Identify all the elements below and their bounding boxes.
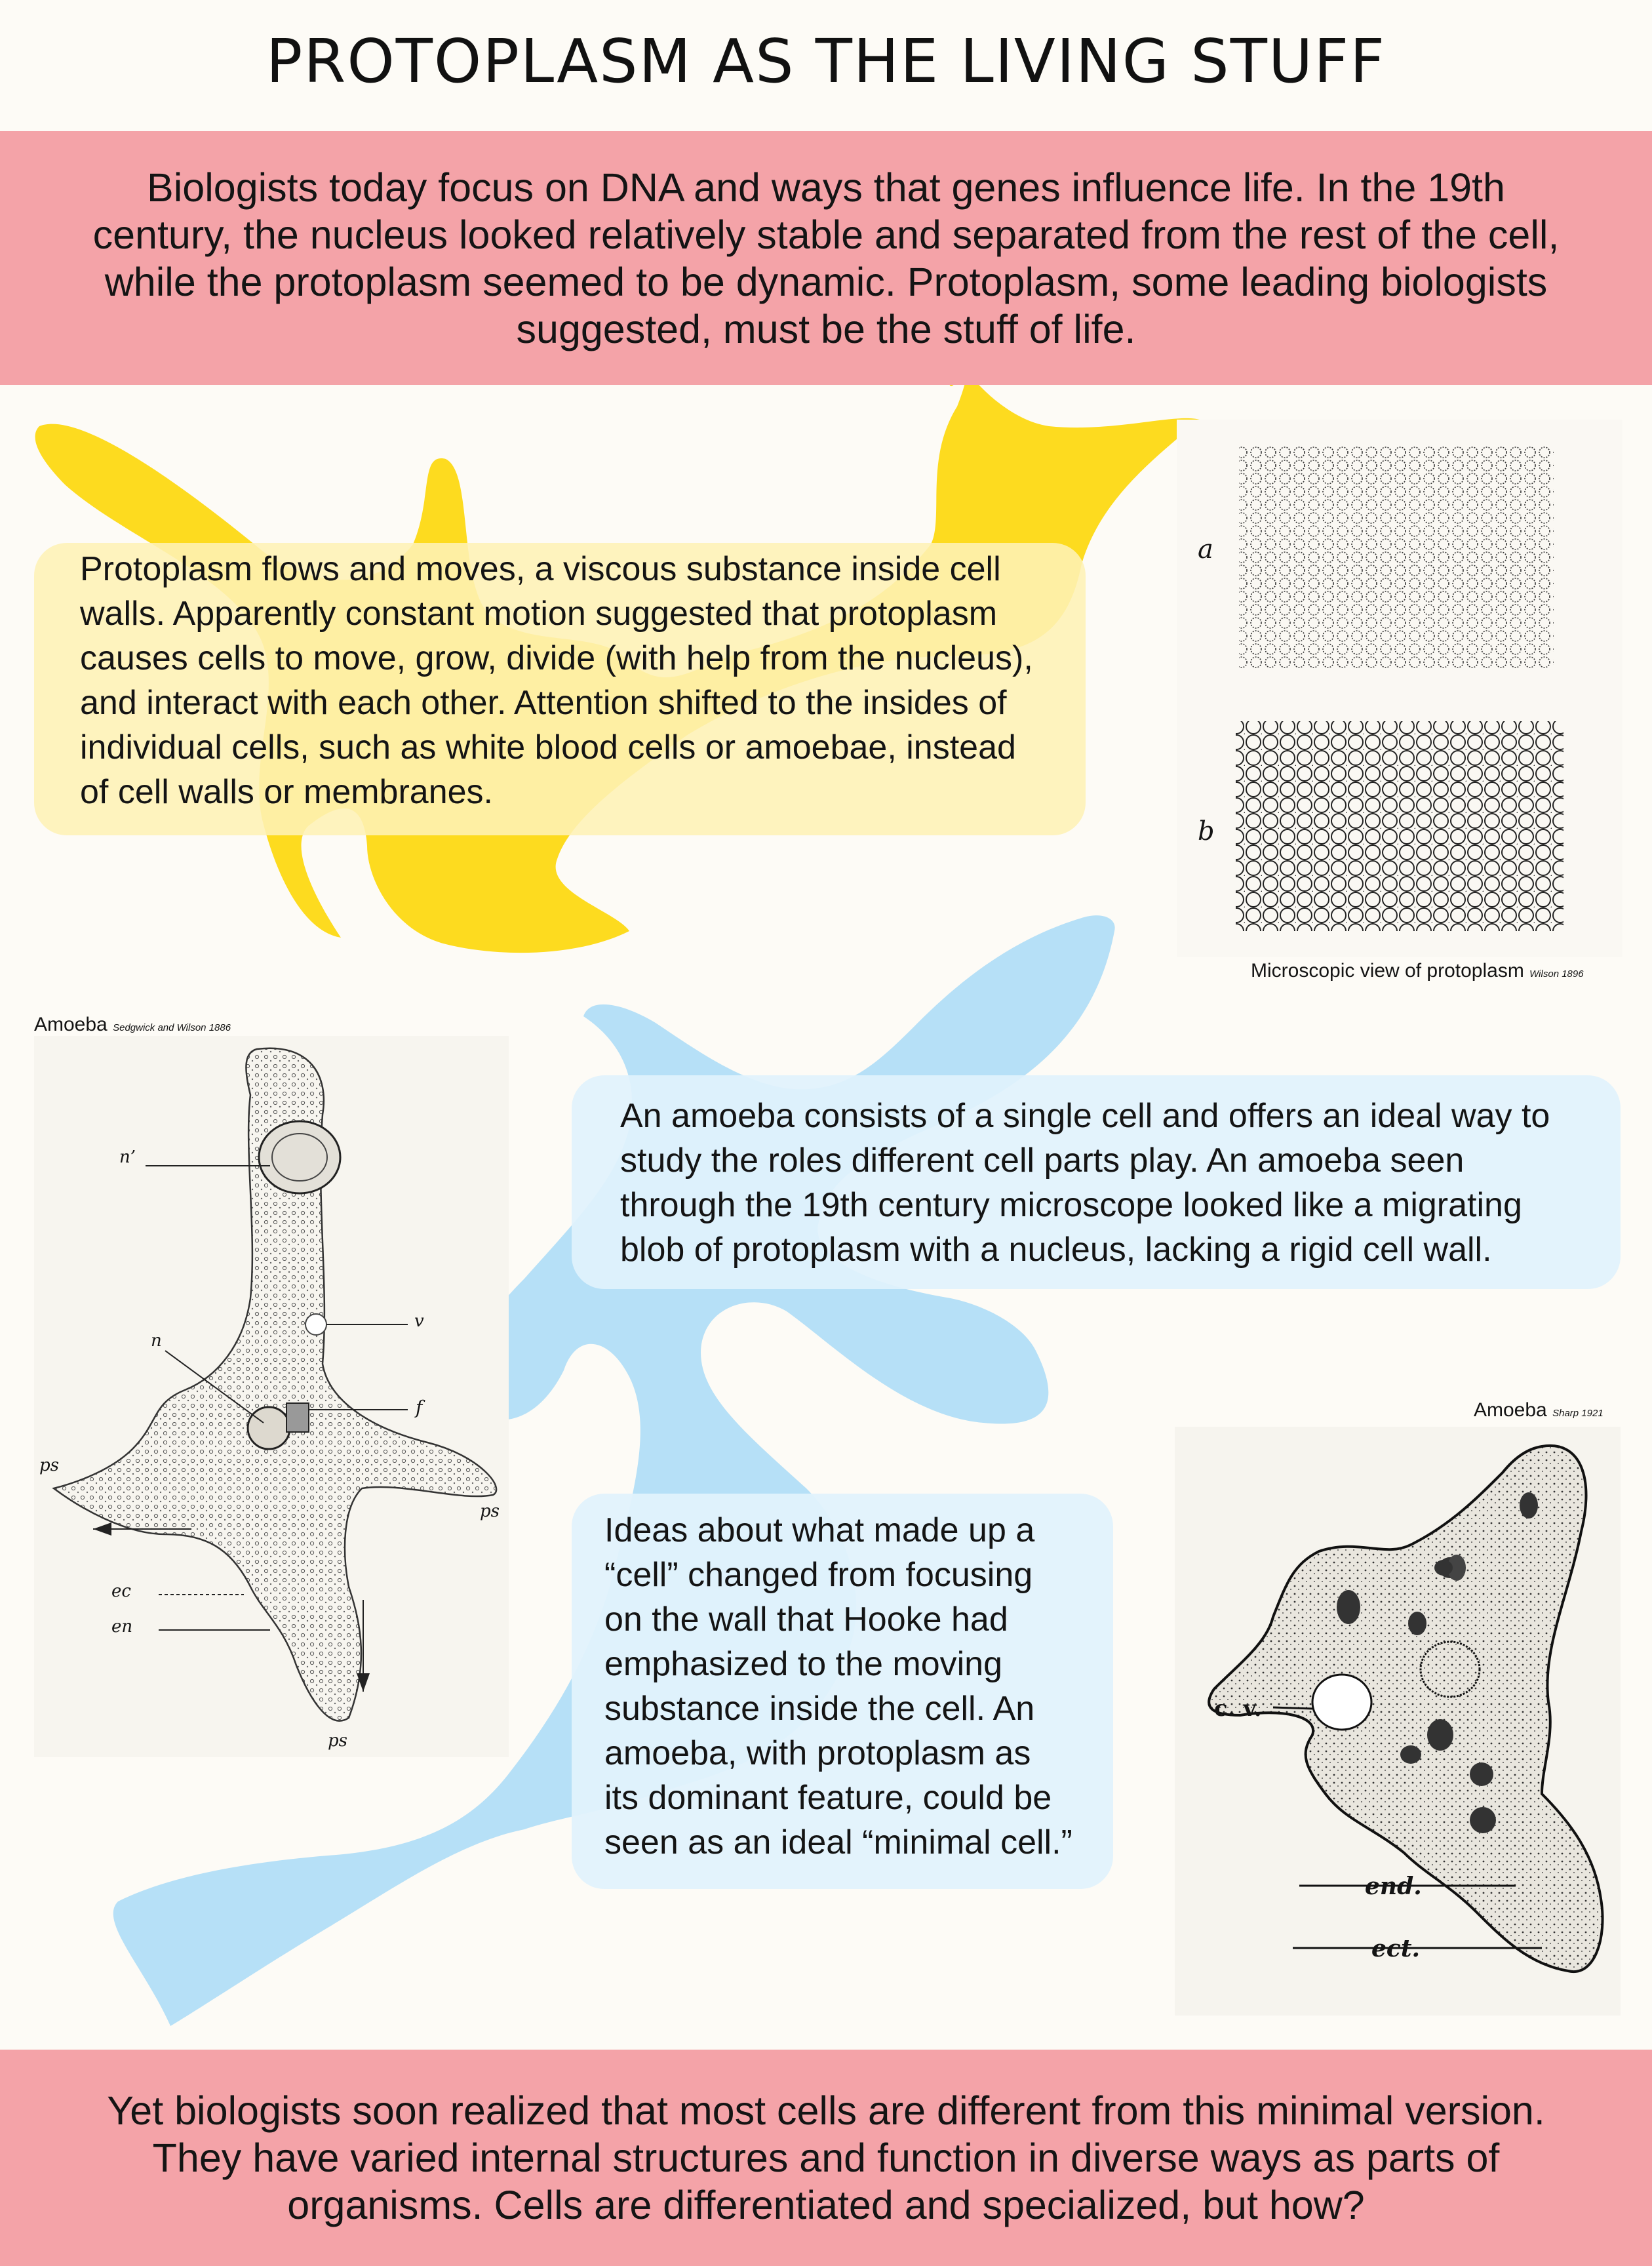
protoplasm-caption-source: Wilson 1896 [1529, 968, 1584, 980]
amoeba-left-caption-source: Sedgwick and Wilson 1886 [113, 1022, 231, 1033]
amoeba-card [572, 1075, 1621, 1289]
protoplasm-illustration [1177, 420, 1622, 957]
label-n: n [151, 1331, 162, 1351]
page-title: PROTOPLASM AS THE LIVING STUFF [266, 26, 1386, 96]
amoeba-right-caption [1474, 1399, 1603, 1421]
amoeba-left-illustration [34, 1036, 509, 1757]
amoeba-left-figure [34, 1036, 509, 1757]
figure-label-b: b [1198, 816, 1215, 846]
amoeba-right-caption-source: Sharp 1921 [1552, 1408, 1603, 1419]
protoplasm-caption [1251, 960, 1584, 982]
protoplasm-caption-text: Microscopic view of protoplasm [1251, 960, 1524, 982]
label-v: v [414, 1311, 424, 1331]
label-ps-left: ps [39, 1456, 59, 1475]
protoplasm-card [34, 543, 1086, 835]
label-ect: ect. [1371, 1935, 1420, 1962]
amoeba-left-caption [34, 1014, 231, 1036]
amoeba-right-figure [1175, 1427, 1621, 2016]
label-ec: ec [111, 1581, 131, 1601]
outro-banner [0, 2050, 1652, 2266]
protoplasm-figure [1177, 420, 1622, 957]
figure-label-a: a [1198, 534, 1213, 565]
label-cv: c. v. [1214, 1696, 1262, 1722]
ideas-text: Ideas about what made up a “cell” changed from focusing on the wall that Hooke had emphasized to the moving substance inside the cell. An amoeba, with protoplasm as its dominant feature, could be seen as an ideal “minimal cell.” [604, 1511, 1072, 1861]
label-en: en [111, 1617, 133, 1637]
intro-text: Biologists today focus on DNA and ways that genes influence life. In the 19th century, the nucleus looked relatively stable and separated from the rest of the cell, while the protoplasm seemed to be dynamic. Protoplasm, some leading biologists suggested, must be the stuff of life. [92, 165, 1560, 351]
label-n-prime: n’ [119, 1147, 136, 1167]
amoeba-right-caption-text: Amoeba [1474, 1399, 1547, 1421]
outro-text: Yet biologists soon realized that most cells are different from this minimal version. They have varied internal structures and function in diverse ways as parts of organisms. Cells are differentiated and specialized, but how? [107, 2088, 1545, 2227]
amoeba-text: An amoeba consists of a single cell and offers an ideal way to study the roles different cell parts play. An amoeba seen through the 19th century microscope looked like a migrating blob of protoplasm with a nucleus, lacking a rigid cell wall. [620, 1097, 1550, 1269]
intro-banner [0, 131, 1652, 385]
protoplasm-text: Protoplasm flows and moves, a viscous substance inside cell walls. Apparently constant motion suggested that protoplasm causes cells to move, grow, divide (with help from the nucleus), and interact with each other. Attention shifted to the insides of individual cells, such as white blood cells or amoebae, instead of cell walls or membranes. [80, 550, 1033, 811]
label-ps-right: ps [480, 1501, 500, 1521]
label-end: end. [1365, 1873, 1422, 1900]
ideas-card [572, 1494, 1113, 1889]
amoeba-left-caption-text: Amoeba [34, 1014, 108, 1035]
label-f: f [416, 1397, 423, 1418]
label-ps-bottom: ps [328, 1731, 347, 1751]
